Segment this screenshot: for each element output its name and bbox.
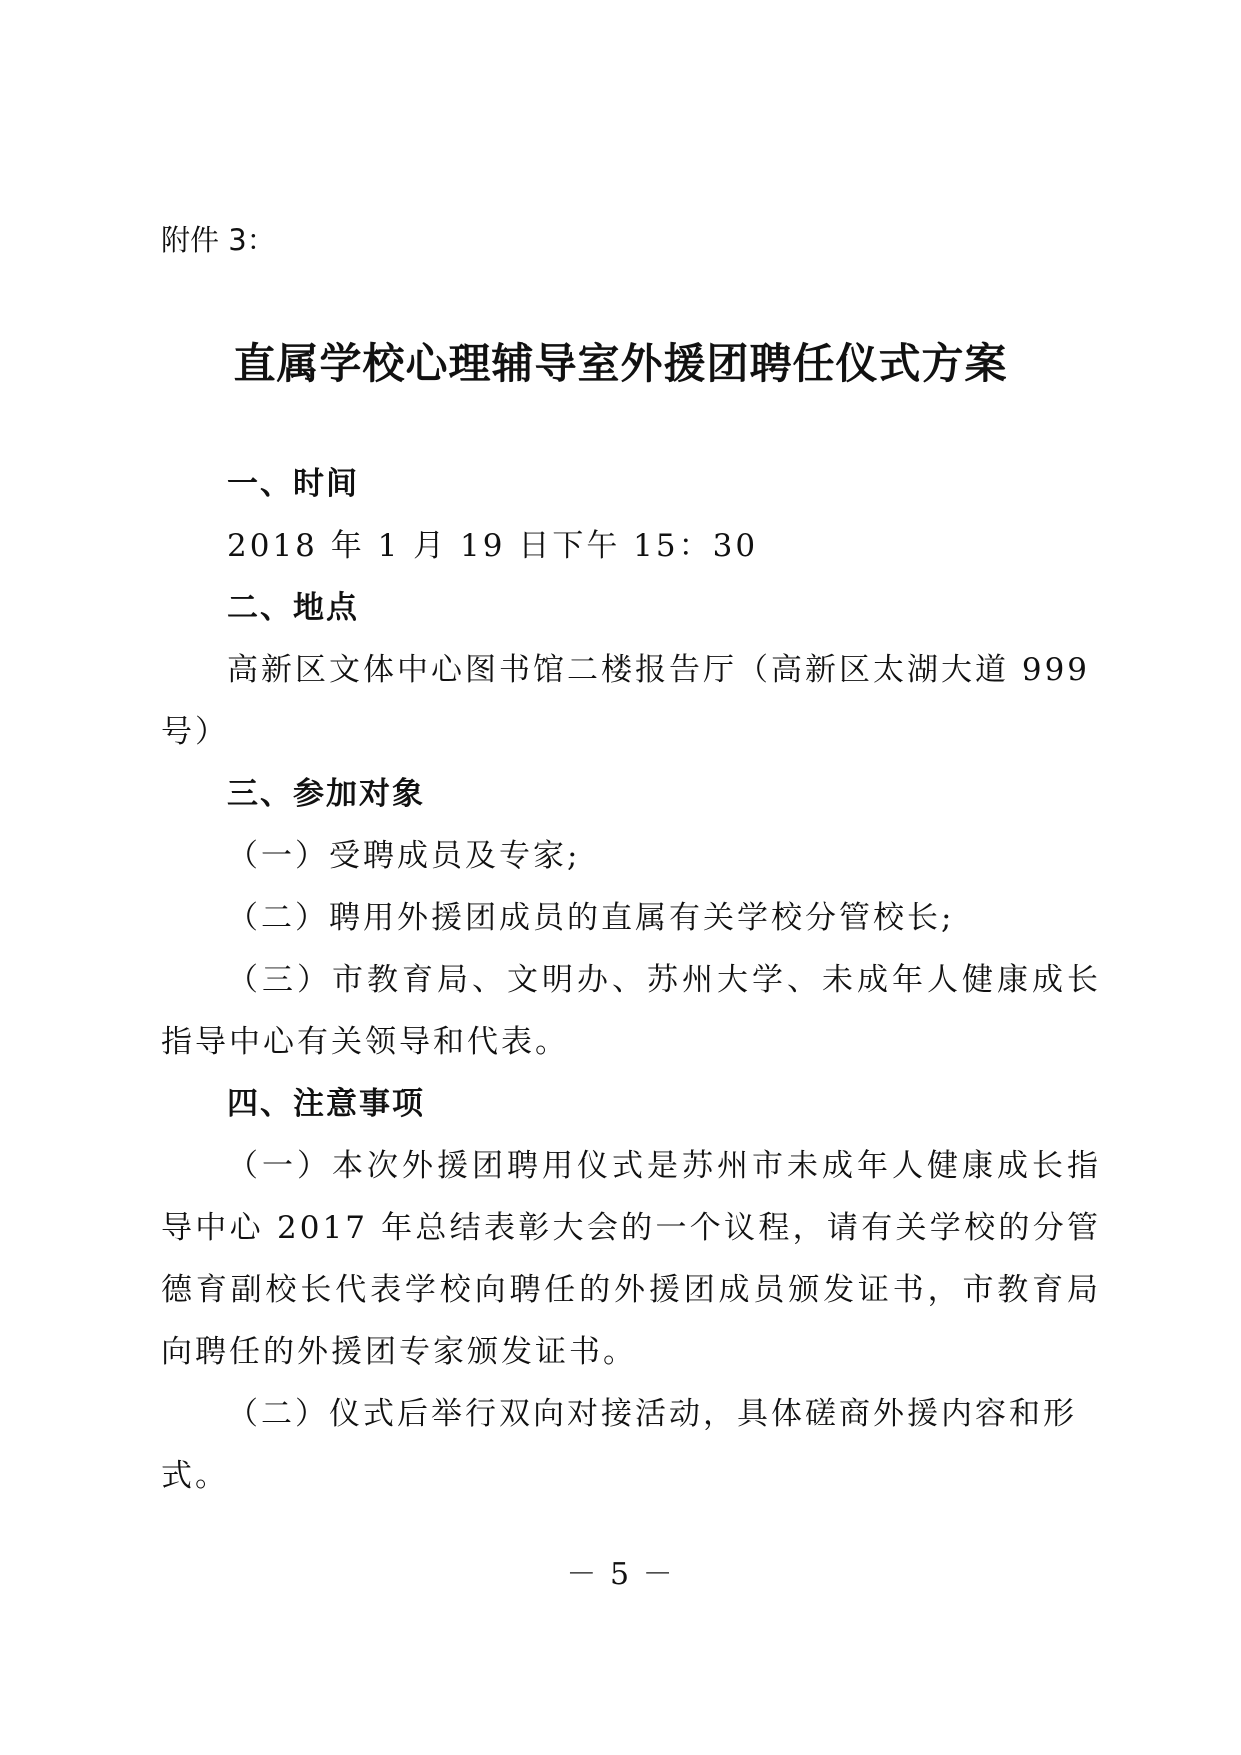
section-heading-participants: 三、参加对象: [227, 776, 425, 812]
section-heading-location: 二、地点: [227, 590, 359, 626]
notes-item-1: （一）本次外援团聘用仪式是苏州市未成年人健康成长指导中心 2017 年总结表彰大会的一个议程，请有关学校的分管德育副校长代表学校向聘任的外援团成员颁发证书，市教育局向聘任的外援团专家颁发证书。: [161, 1148, 1101, 1370]
section-heading-time: 一、时间: [227, 466, 359, 502]
time-text: 2018 年 1 月 19 日下午 15：30: [227, 528, 759, 564]
attachment-label: 附件 3：: [161, 223, 276, 257]
participants-item-1: （一）受聘成员及专家;: [227, 838, 581, 874]
participants-item-2: （二）聘用外援团成员的直属有关学校分管校长;: [227, 900, 955, 936]
page-number: － 5 －: [566, 1557, 675, 1592]
notes-item-2: （二）仪式后举行双向对接活动，具体磋商外援内容和形式。: [161, 1396, 1077, 1494]
section-heading-notes: 四、注意事项: [227, 1086, 425, 1122]
participants-item-3: （三）市教育局、文明办、苏州大学、未成年人健康成长指导中心有关领导和代表。: [161, 962, 1101, 1060]
document-body: [161, 453, 1101, 1507]
document-title: 直属学校心理辅导室外援团聘任仪式方案: [233, 339, 1008, 388]
location-text: 高新区文体中心图书馆二楼报告厅（高新区太湖大道 999 号）: [161, 652, 1091, 750]
